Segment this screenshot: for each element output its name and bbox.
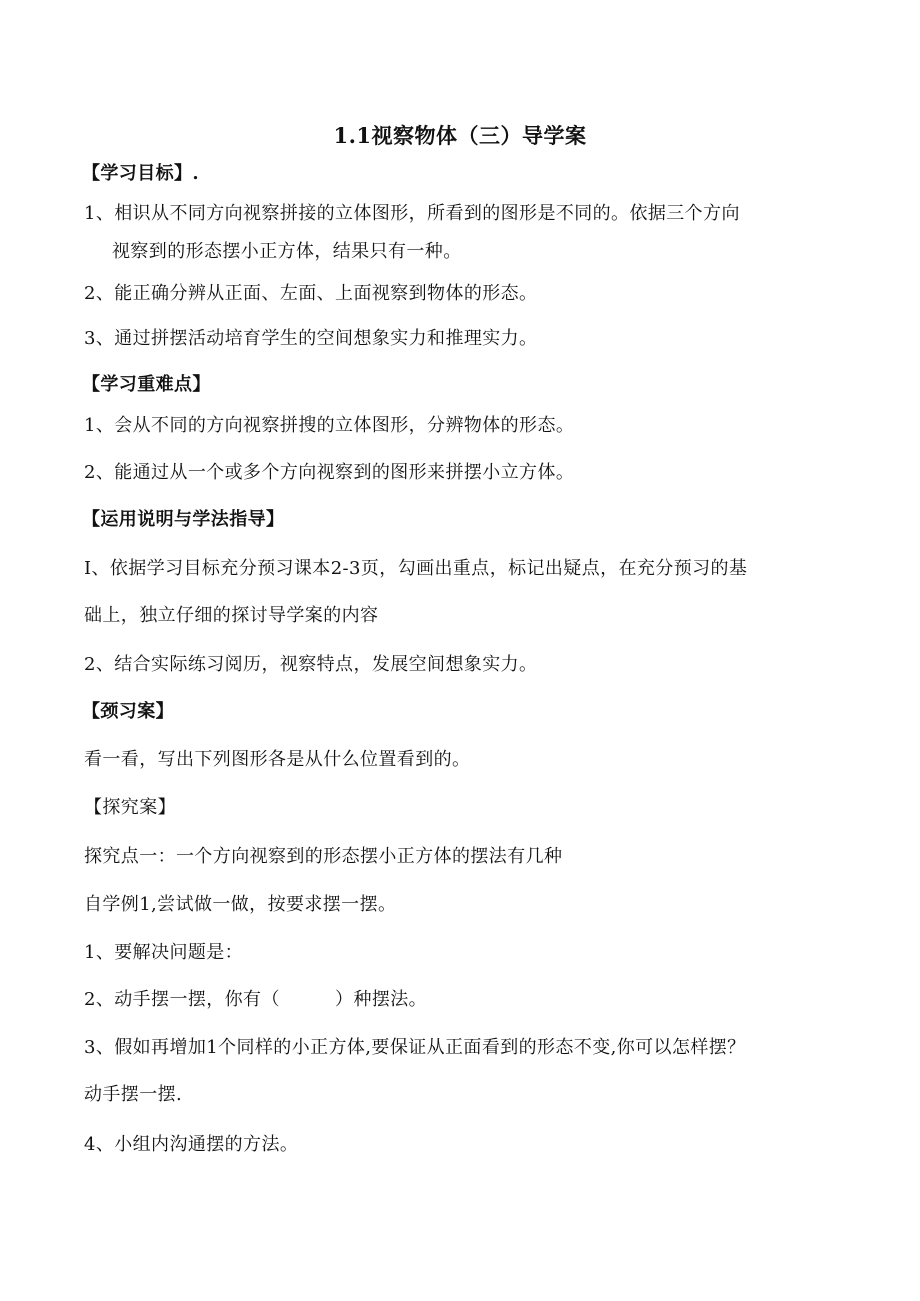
key-points-item-1: 1、会从不同的方向视察拼搜的立体图形，分辨物体的形态。 [84,415,575,436]
goals-item-3: 3、通过拼摆活动培育学生的空间想象实力和推理实力。 [84,328,538,349]
explore-question-2: 2、动手摆一摆，你有（ ）种摆法。 [84,989,428,1010]
guidance-heading: 【运用说明与学法指导】 [82,509,285,530]
key-points-item-2: 2、能通过从一个或多个方向视察到的图形来拼摆小立方体。 [84,462,575,483]
explore-question-4: 4、小组内沟通摆的方法。 [84,1134,299,1155]
guidance-item-2: 2、结合实际练习阅历，视察特点，发展空间想象实力。 [84,654,538,675]
key-points-heading: 【学习重难点】 [82,374,211,395]
explore-question-3-line-1: 3、假如再增加1个同样的小正方体,要保证从正面看到的形态不变,你可以怎样摆？ [84,1037,746,1058]
explore-question-3-line-2: 动手摆一摆. [84,1084,183,1105]
goals-item-2: 2、能正确分辨从正面、左面、上面视察到物体的形态。 [84,283,538,304]
preview-text: 看一看，写出下列图形各是从什么位置看到的。 [84,749,471,770]
explore-point-1: 探究点一：一个方向视察到的形态摆小正方体的摆法有几种 [84,846,563,867]
page-title: 1.1视察物体（三）导学案 [333,123,587,148]
goals-item-1-line-1: 1、相识从不同方向视察拼接的立体图形，所看到的图形是不同的。依据三个方向 [84,203,740,224]
explore-example: 自学例1,尝试做一做，按要求摆一摆。 [84,894,397,915]
guidance-item-1-line-1: I、依据学习目标充分预习课本2-3页，勾画出重点，标记出疑点，在充分预习的基 [84,558,748,579]
explore-heading: 【探究案】 [84,797,176,818]
guidance-item-1-line-2: 础上，独立仔细的探讨导学案的内容 [84,605,379,626]
explore-question-1: 1、要解决问题是： [84,942,244,963]
goals-item-1-line-2: 视察到的形态摆小正方体，结果只有一种。 [112,241,462,262]
goals-heading: 【学习目标】. [82,163,200,184]
preview-heading: 【颈习案】 [82,701,174,722]
